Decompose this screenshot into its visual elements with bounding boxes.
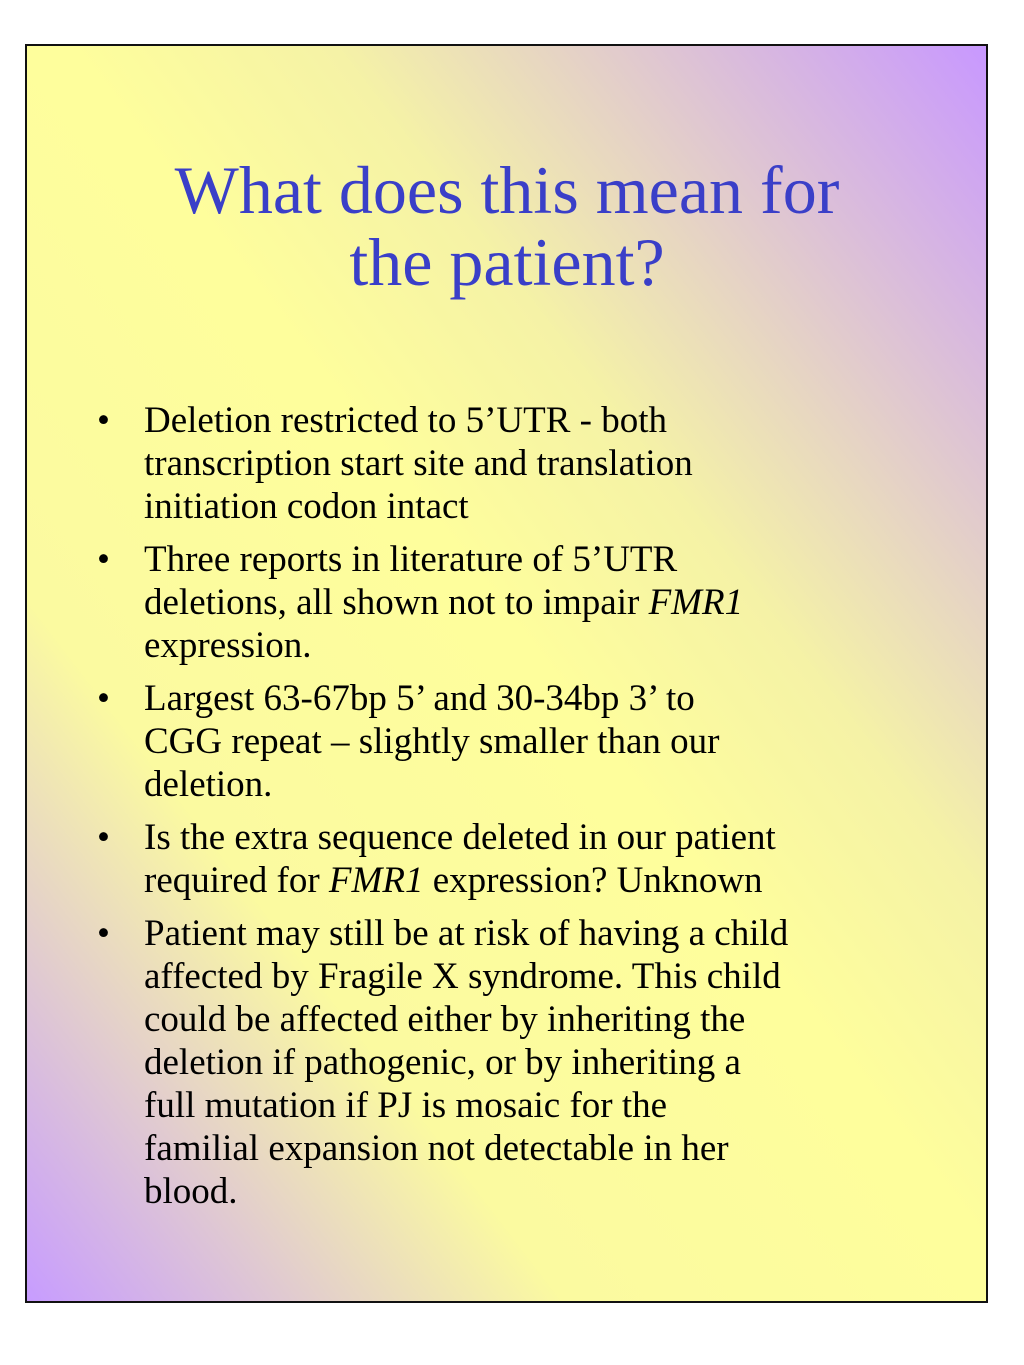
- bullet-extra-sequence: [97, 816, 967, 902]
- bullet-line: transcription start site and translation: [144, 443, 693, 484]
- bullet-dot: •: [97, 817, 110, 858]
- bullet-dot: •: [97, 678, 110, 719]
- bullet-line: deletions, all shown not to impair: [144, 582, 649, 623]
- bullet-line: deletion if pathogenic, or by inheriting a: [144, 1042, 741, 1083]
- bullet-line: familial expansion not detectable in her: [144, 1128, 729, 1169]
- bullet-line: CGG repeat – slightly smaller than our: [144, 721, 720, 762]
- bullet-deletion-restricted: [97, 399, 967, 528]
- bullet-line: Deletion restricted to 5’UTR - both: [144, 400, 668, 441]
- bullet-patient-risk: [97, 912, 967, 1213]
- bullet-line: initiation codon intact: [144, 486, 469, 527]
- title-line-2: the patient?: [349, 224, 665, 300]
- bullet-line: Patient may still be at risk of having a child: [144, 913, 789, 954]
- bullet-line: expression.: [144, 625, 312, 666]
- bullet-line: affected by Fragile X syndrome. This child: [144, 956, 781, 997]
- gene-name-fmr1: FMR1: [648, 582, 744, 623]
- title-line-1: What does this mean for: [174, 152, 840, 228]
- bullet-line: Three reports in literature of 5’UTR: [144, 539, 678, 580]
- bullet-line: required for: [144, 860, 329, 901]
- bullet-line: expression? Unknown: [423, 860, 763, 901]
- slide: [25, 44, 988, 1303]
- bullet-line: could be affected either by inheriting the: [144, 999, 746, 1040]
- bullet-line: Is the extra sequence deleted in our patient: [144, 817, 776, 858]
- bullet-line: full mutation if PJ is mosaic for the: [144, 1085, 668, 1126]
- slide-title: [67, 154, 947, 298]
- gene-name-fmr1: FMR1: [328, 860, 424, 901]
- bullet-largest-deletion: [97, 677, 967, 806]
- bullet-line: Largest 63-67bp 5’ and 30-34bp 3’ to: [144, 678, 695, 719]
- bullet-dot: •: [97, 400, 110, 441]
- bullet-list: [97, 399, 967, 1223]
- bullet-line: deletion.: [144, 764, 273, 805]
- bullet-dot: •: [97, 539, 110, 580]
- bullet-dot: •: [97, 913, 110, 954]
- bullet-line: blood.: [144, 1171, 238, 1212]
- bullet-three-reports: [97, 538, 967, 667]
